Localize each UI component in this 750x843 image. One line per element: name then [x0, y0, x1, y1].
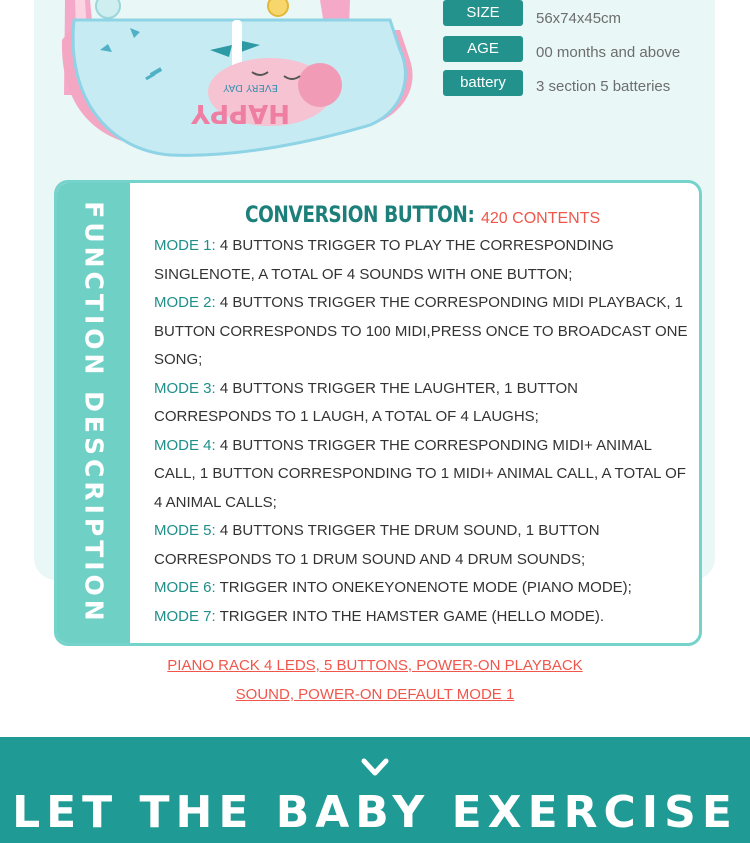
mode-item	[154, 232, 694, 289]
mode-text: 4 BUTTONS TRIGGER THE LAUGHTER, 1 BUTTON CORRESPONDS TO 1 LAUGH, A TOTAL OF 4 LAUGHS;	[154, 379, 578, 425]
spec-label-age: AGE	[443, 36, 523, 62]
conversion-heading	[245, 203, 601, 228]
mode-text: 4 BUTTONS TRIGGER THE CORRESPONDING MIDI PLAYBACK, 1 BUTTON CORRESPONDS TO 100 MIDI,PRESS ONCE TO BROADCAST ONE SONG;	[154, 294, 688, 368]
function-sidebar	[57, 183, 130, 643]
mode-item	[154, 603, 694, 632]
mode-item	[154, 574, 694, 603]
mode-label: MODE 7:	[154, 607, 216, 625]
function-description-card	[54, 180, 702, 646]
mode-text: TRIGGER INTO ONEKEYONENOTE MODE (PIANO MODE);	[215, 579, 632, 596]
mode-label: MODE 5:	[154, 522, 216, 539]
spec-value-size: 56x74x45cm	[536, 10, 622, 27]
svg-text:HAPPY: HAPPY	[191, 98, 290, 128]
mode-label: MODE 2:	[154, 294, 216, 311]
exercise-banner	[0, 737, 750, 843]
baby-play-mat-image	[60, 0, 430, 170]
svg-text:EVERY DAY: EVERY DAY	[223, 82, 278, 93]
spec-value-battery: 3 section 5 batteries	[536, 78, 671, 95]
spec-value-age: 00 months and above	[536, 44, 681, 61]
mode-item	[154, 375, 694, 432]
conversion-heading-title: CONVERSION BUTTON:	[245, 203, 475, 228]
mode-label: MODE 6:	[154, 579, 216, 596]
function-sidebar-title: FUNCTION DESCRIPTION	[79, 201, 108, 625]
spec-label-battery: battery	[443, 70, 523, 96]
footnote-line-2: SOUND, POWER-ON DEFAULT MODE 1	[235, 686, 515, 703]
spec-label-size: SIZE	[443, 0, 523, 26]
mode-item	[154, 289, 694, 375]
mode-label: MODE 4:	[154, 436, 216, 454]
mode-text: 4 BUTTONS TRIGGER TO PLAY THE CORRESPONDING SINGLENOTE, A TOTAL OF 4 SOUNDS WITH ONE BUTTON;	[154, 237, 614, 283]
mode-label: MODE 3:	[154, 379, 216, 397]
banner-title: LET THE BABY EXERCISE	[12, 787, 738, 838]
mode-text: 4 BUTTONS TRIGGER THE CORRESPONDING MIDI+ ANIMAL CALL, 1 BUTTON CORRESPONDING TO 1 MIDI+ ANIMAL CALL, A TOTAL OF 4 ANIMAL CALLS;	[154, 436, 686, 511]
chevron-down-icon	[361, 757, 389, 779]
mode-text: TRIGGER INTO THE HAMSTER GAME (HELLO MODE).	[215, 607, 605, 625]
mode-list	[154, 232, 694, 631]
mode-text: 4 BUTTONS TRIGGER THE DRUM SOUND, 1 BUTTON CORRESPONDS TO 1 DRUM SOUND AND 4 DRUM SOUNDS;	[154, 522, 600, 568]
mode-item	[154, 432, 694, 518]
mode-label: MODE 1:	[154, 237, 216, 254]
footnote-line-1: PIANO RACK 4 LEDS, 5 BUTTONS, POWER-ON PLAYBACK	[167, 657, 583, 674]
mode-item	[154, 517, 694, 574]
conversion-heading-count: 420 CONTENTS	[481, 210, 601, 227]
